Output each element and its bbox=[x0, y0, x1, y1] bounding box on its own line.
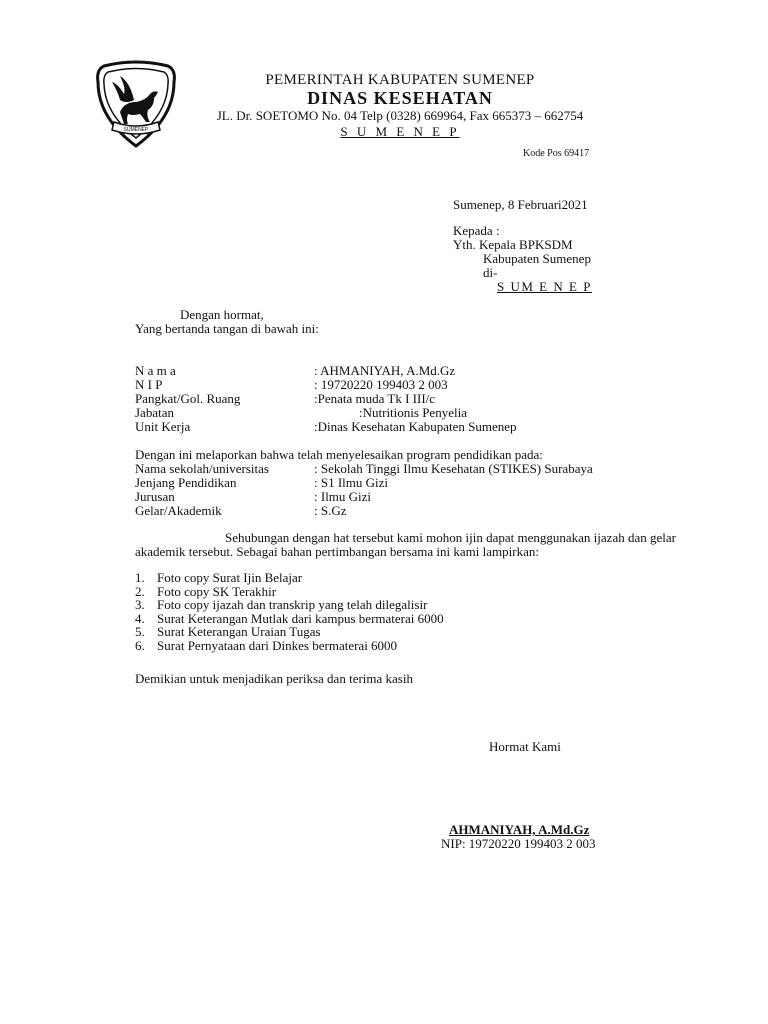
list-item-number: 2. bbox=[135, 583, 145, 599]
education-label: Gelar/Akademik bbox=[135, 503, 222, 518]
list-item-text: Surat Keterangan Uraian Tugas bbox=[157, 624, 321, 640]
date-place: Sumenep, 8 Februari2021 bbox=[453, 197, 588, 212]
education-value: : S1 Ilmu Gizi bbox=[314, 475, 389, 490]
identity-value: :Nutritionis Penyelia bbox=[359, 405, 467, 420]
signatory-name: AHMANIYAH, A.Md.Gz bbox=[449, 822, 590, 837]
recipient-line-3: di- bbox=[483, 265, 498, 280]
identity-label: N a m a bbox=[135, 363, 176, 378]
education-label: Jenjang Pendidikan bbox=[135, 475, 237, 490]
identity-label: N I P bbox=[135, 377, 163, 392]
list-item-number: 5. bbox=[135, 624, 145, 640]
list-item-number: 6. bbox=[135, 637, 145, 653]
identity-label: Jabatan bbox=[135, 405, 174, 420]
postal-code: Kode Pos 69417 bbox=[523, 148, 590, 159]
education-value: : Sekolah Tinggi Ilmu Kesehatan (STIKES) Surabaya bbox=[314, 461, 593, 476]
list-item bbox=[135, 571, 444, 585]
list-item-text: Foto copy Surat Ijin Belajar bbox=[157, 570, 303, 585]
identity-value: : 19720220 199403 2 003 bbox=[314, 377, 448, 392]
body-paragraph: Sehubungan dengan hat tersebut kami mohon ijin dapat menggunakan ijazah dan gelar akademik tersebut. Sebagai bahan pertimbangan bersama ini kami lampirkan: bbox=[135, 530, 676, 559]
education-value: : S.Gz bbox=[314, 503, 347, 518]
list-item bbox=[135, 598, 444, 612]
education-label: Jurusan bbox=[135, 489, 175, 504]
regards: Hormat Kami bbox=[489, 739, 561, 754]
identity-value: :Penata muda Tk I III/c bbox=[314, 391, 436, 406]
org-name: PEMERINTAH KABUPATEN SUMENEP bbox=[265, 72, 535, 88]
city-name: S U M E N E P bbox=[340, 124, 460, 139]
education-value: : Ilmu Gizi bbox=[314, 489, 372, 504]
identity-label: Pangkat/Gol. Ruang bbox=[135, 391, 241, 406]
list-item-text: Foto copy ijazah dan transkrip yang telah dilegalisir bbox=[157, 597, 428, 613]
signatory-nip: NIP: 19720220 199403 2 003 bbox=[441, 836, 596, 851]
education-intro: Dengan ini melaporkan bahwa telah menyelesaikan program pendidikan pada: bbox=[135, 447, 543, 462]
list-item bbox=[135, 612, 444, 626]
recipient-label: Kepada : bbox=[453, 223, 500, 238]
identity-value: : AHMANIYAH, A.Md.Gz bbox=[314, 363, 456, 378]
list-item-number: 1. bbox=[135, 570, 145, 585]
identity-value: :Dinas Kesehatan Kabupaten Sumenep bbox=[314, 419, 517, 434]
list-item-text: Surat Pernyataan dari Dinkes bermaterai 6000 bbox=[157, 637, 398, 653]
recipient-line-4: S UM E N E P bbox=[497, 279, 592, 294]
list-item bbox=[135, 625, 444, 639]
recipient-line-1: Yth. Kepala BPKSDM bbox=[453, 237, 573, 252]
recipient-line-2: Kabupaten Sumenep bbox=[483, 251, 591, 266]
department-name: DINAS KESEHATAN bbox=[307, 88, 493, 108]
list-item bbox=[135, 639, 444, 653]
address-line: JL. Dr. SOETOMO No. 04 Telp (0328) 669964, Fax 665373 – 662754 bbox=[216, 108, 584, 123]
attachment-list bbox=[135, 571, 444, 653]
list-item-number: 4. bbox=[135, 610, 145, 626]
list-item-text: Foto copy SK Terakhir bbox=[157, 583, 277, 599]
closing-text: Demikian untuk menjadikan periksa dan terima kasih bbox=[135, 671, 413, 686]
list-item-number: 3. bbox=[135, 597, 145, 613]
emblem-ribbon-text: SUMENEP bbox=[123, 127, 149, 133]
education-label: Nama sekolah/universitas bbox=[135, 461, 269, 476]
list-item-text: Surat Keterangan Mutlak dari kampus bermaterai 6000 bbox=[157, 610, 444, 626]
greeting: Dengan hormat, bbox=[180, 307, 264, 322]
identity-label: Unit Kerja bbox=[135, 419, 191, 434]
intro-text: Yang bertanda tangan di bawah ini: bbox=[135, 321, 319, 336]
list-item bbox=[135, 585, 444, 599]
